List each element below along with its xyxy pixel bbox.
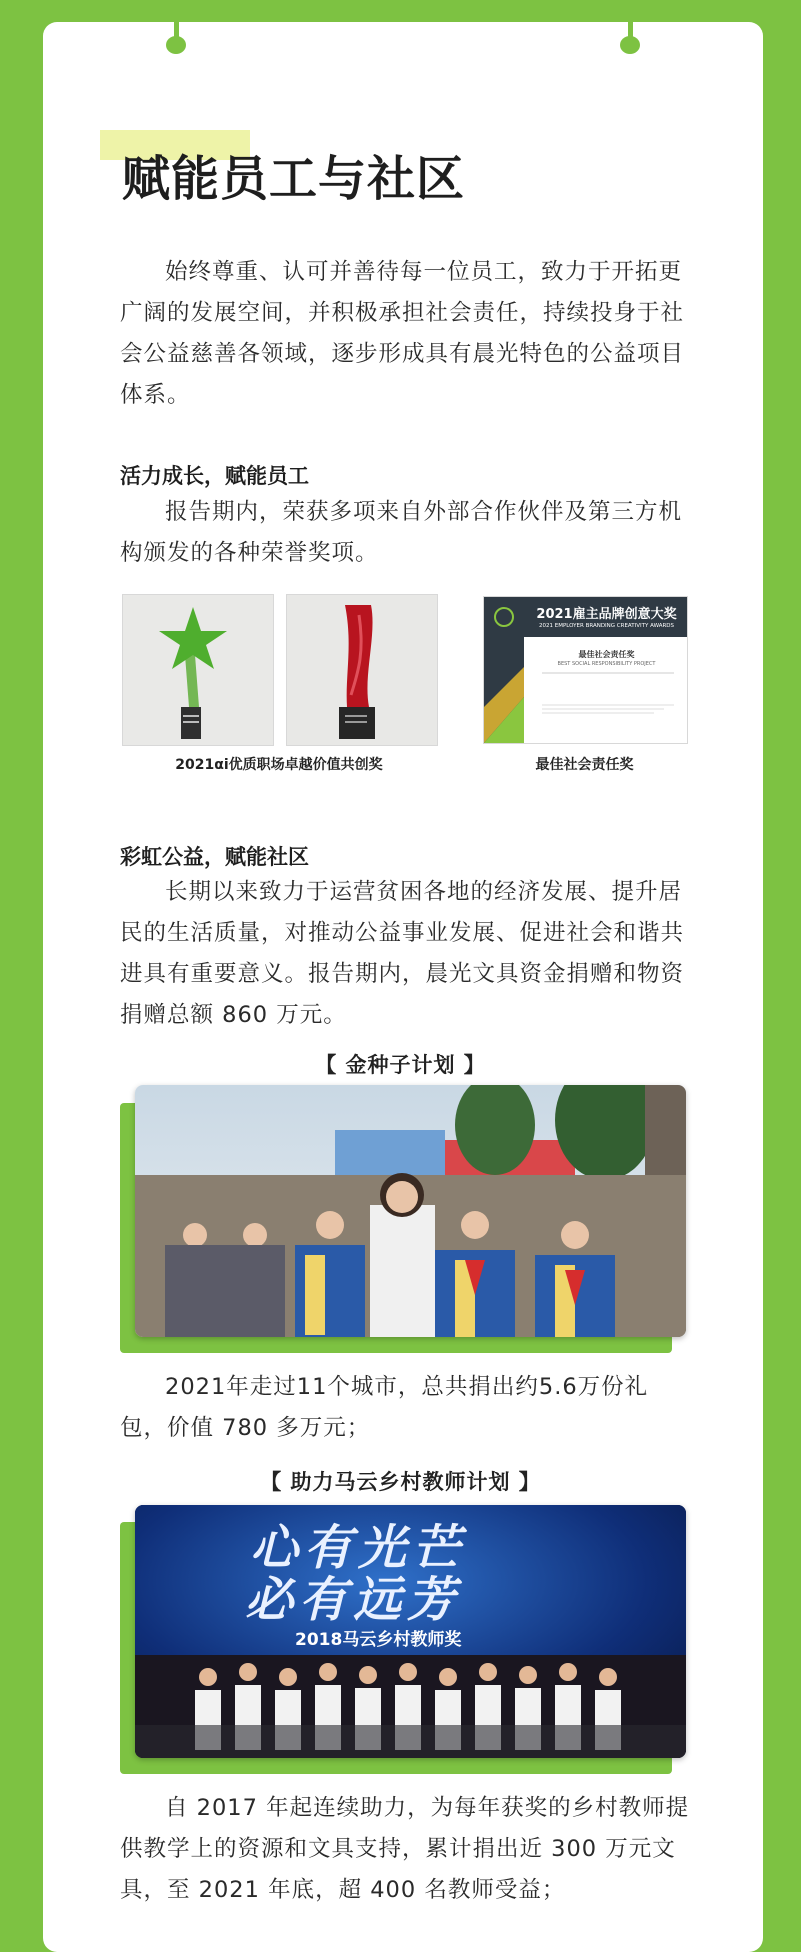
intro-paragraph: 始终尊重、认可并善待每一位员工，致力于开拓更广阔的发展空间，并积极承担社会责任，持续投身于社会公益慈善各领域，逐步形成具有晨光特色的公益项目体系。 bbox=[120, 259, 685, 408]
section1-body: 报告期内，荣获多项来自外部合作伙伴及第三方机构颁发的各种荣誉奖项。 bbox=[120, 499, 683, 566]
certificate-award-en: BEST SOCIAL RESPONSIBILITY PROJECT bbox=[557, 661, 656, 667]
rural-teacher-photo bbox=[135, 1505, 686, 1758]
program1-title: 【 金种子计划 】 bbox=[315, 1053, 486, 1077]
binder-pin-right bbox=[620, 0, 640, 56]
program1-desc: 2021年走过11个城市，总共捐出约5.6万份礼包，价值 780 多万元； bbox=[120, 1374, 649, 1441]
award-certificate bbox=[483, 596, 688, 744]
certificate-award: 最佳社会责任奖 bbox=[578, 650, 635, 659]
binder-pin-left bbox=[166, 0, 186, 56]
banner-subtitle: 2018马云乡村教师奖 bbox=[295, 1630, 462, 1650]
award-caption-2: 最佳社会责任奖 bbox=[535, 757, 634, 773]
section2-body: 长期以来致力于运营贫困各地的经济发展、提升居民的生活质量，对推动公益事业发展、促进社会和谐共进具有重要意义。报告期内，晨光文具资金捐赠和物资捐赠总额 860 万元。 bbox=[120, 879, 685, 1028]
red-trophy-photo bbox=[286, 594, 438, 746]
program2-title: 【 助力马云乡村教师计划 】 bbox=[260, 1470, 541, 1494]
section2-heading: 彩虹公益，赋能社区 bbox=[120, 845, 309, 869]
banner-line-1: 心有光芒 bbox=[250, 1520, 467, 1576]
banner-line-2: 必有远芳 bbox=[245, 1572, 462, 1628]
award-caption-1: 2021αi优质职场卓越价值共创奖 bbox=[175, 757, 383, 773]
star-trophy-photo bbox=[122, 594, 274, 746]
certificate-title: 2021雇主品牌创意大奖 bbox=[536, 607, 677, 622]
program2-desc: 自 2017 年起连续助力，为每年获奖的乡村教师提供教学上的资源和文具支持，累计捐出近 300 万元文具，至 2021 年底，超 400 名教师受益； bbox=[120, 1795, 690, 1903]
section1-heading: 活力成长，赋能员工 bbox=[120, 464, 309, 488]
certificate-subtitle: 2021 EMPLOYER BRANDING CREATIVITY AWARDS bbox=[538, 623, 675, 629]
page-title: 赋能员工与社区 bbox=[122, 151, 466, 207]
golden-seed-photo bbox=[135, 1085, 686, 1337]
